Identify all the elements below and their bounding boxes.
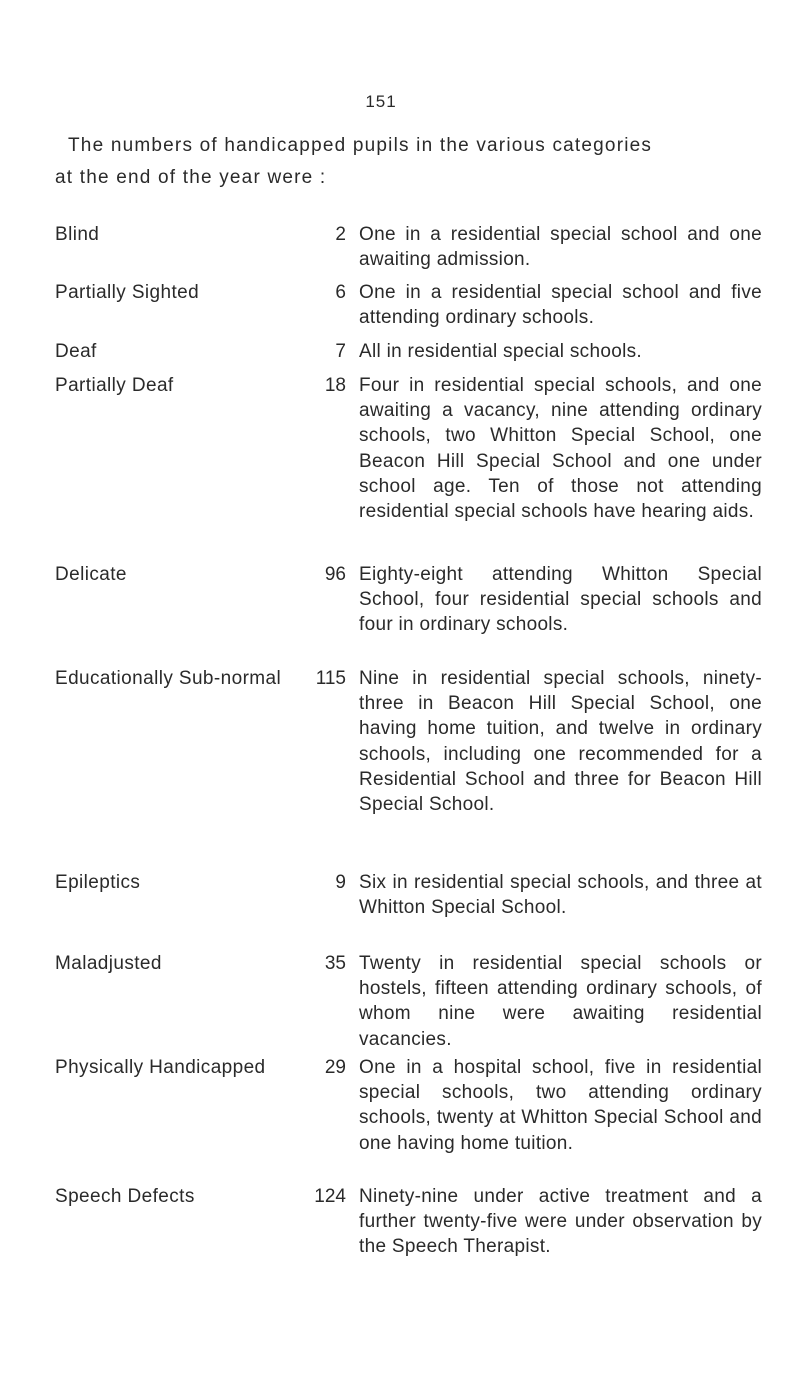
intro-line-1: The numbers of handicapped pupils in the various categories <box>68 135 653 156</box>
category-label: Delicate <box>55 564 127 585</box>
intro-line-2: at the end of the year were : <box>55 167 327 188</box>
pupil-count: 2 <box>335 224 346 245</box>
category-label: Deaf <box>55 341 97 362</box>
pupil-count: 29 <box>324 1057 346 1078</box>
category-description: One in a hospital school, five in residential special schools, two attending ordinary schools, twenty at Whitton Special School and one having home tuition. <box>359 1057 762 1154</box>
page-number: 151 <box>365 92 397 111</box>
category-description: One in a residential special school and five attending ordinary schools. <box>359 282 762 329</box>
pupil-count: 18 <box>324 375 346 396</box>
pupil-count: 96 <box>324 564 346 585</box>
category-description: All in residential special schools. <box>359 341 642 362</box>
intro-paragraph <box>55 130 775 194</box>
category-description: Twenty in residential special schools or hostels, fifteen attending ordinary schools, of whom nine were awaiting residential vacancies. <box>359 953 762 1050</box>
category-label: Partially Sighted <box>55 282 200 303</box>
category-label: Speech Defects <box>55 1186 195 1207</box>
category-description: Eighty-eight attending Whitton Special School, four residential special schools and four in ordinary schools. <box>359 564 762 636</box>
category-description: One in a residential special school and one awaiting admission. <box>359 224 762 271</box>
pupil-count: 7 <box>335 341 346 362</box>
pupil-count: 124 <box>314 1186 346 1207</box>
pupil-count: 6 <box>335 282 346 303</box>
category-label: Maladjusted <box>55 953 162 974</box>
category-label: Educationally Sub-normal <box>55 668 282 689</box>
category-label: Physically Handicapped <box>55 1057 266 1078</box>
pupil-count: 35 <box>324 953 346 974</box>
category-label: Partially Deaf <box>55 375 174 396</box>
pupil-count: 9 <box>335 872 346 893</box>
category-description: Six in residential special schools, and three at Whitton Special School. <box>359 872 762 919</box>
category-description: Nine in residential special schools, ninety-three in Beacon Hill Special School, one having home tuition, and twelve in ordinary schools, including one recommended for a Residential School and three for Beacon Hill Special School. <box>359 668 762 816</box>
pupil-count: 115 <box>315 668 346 689</box>
category-label: Epileptics <box>55 872 141 893</box>
category-description: Ninety-nine under active treatment and a further twenty-five were under observation by the Speech Therapist. <box>359 1186 762 1258</box>
category-label: Blind <box>55 224 100 245</box>
category-description: Four in residential special schools, and one awaiting a vacancy, nine attending ordinary schools, two Whitton Special School, one Beacon Hill Special School and one under school age. Ten of those not attending residential special schools have hearing aids. <box>359 375 762 523</box>
